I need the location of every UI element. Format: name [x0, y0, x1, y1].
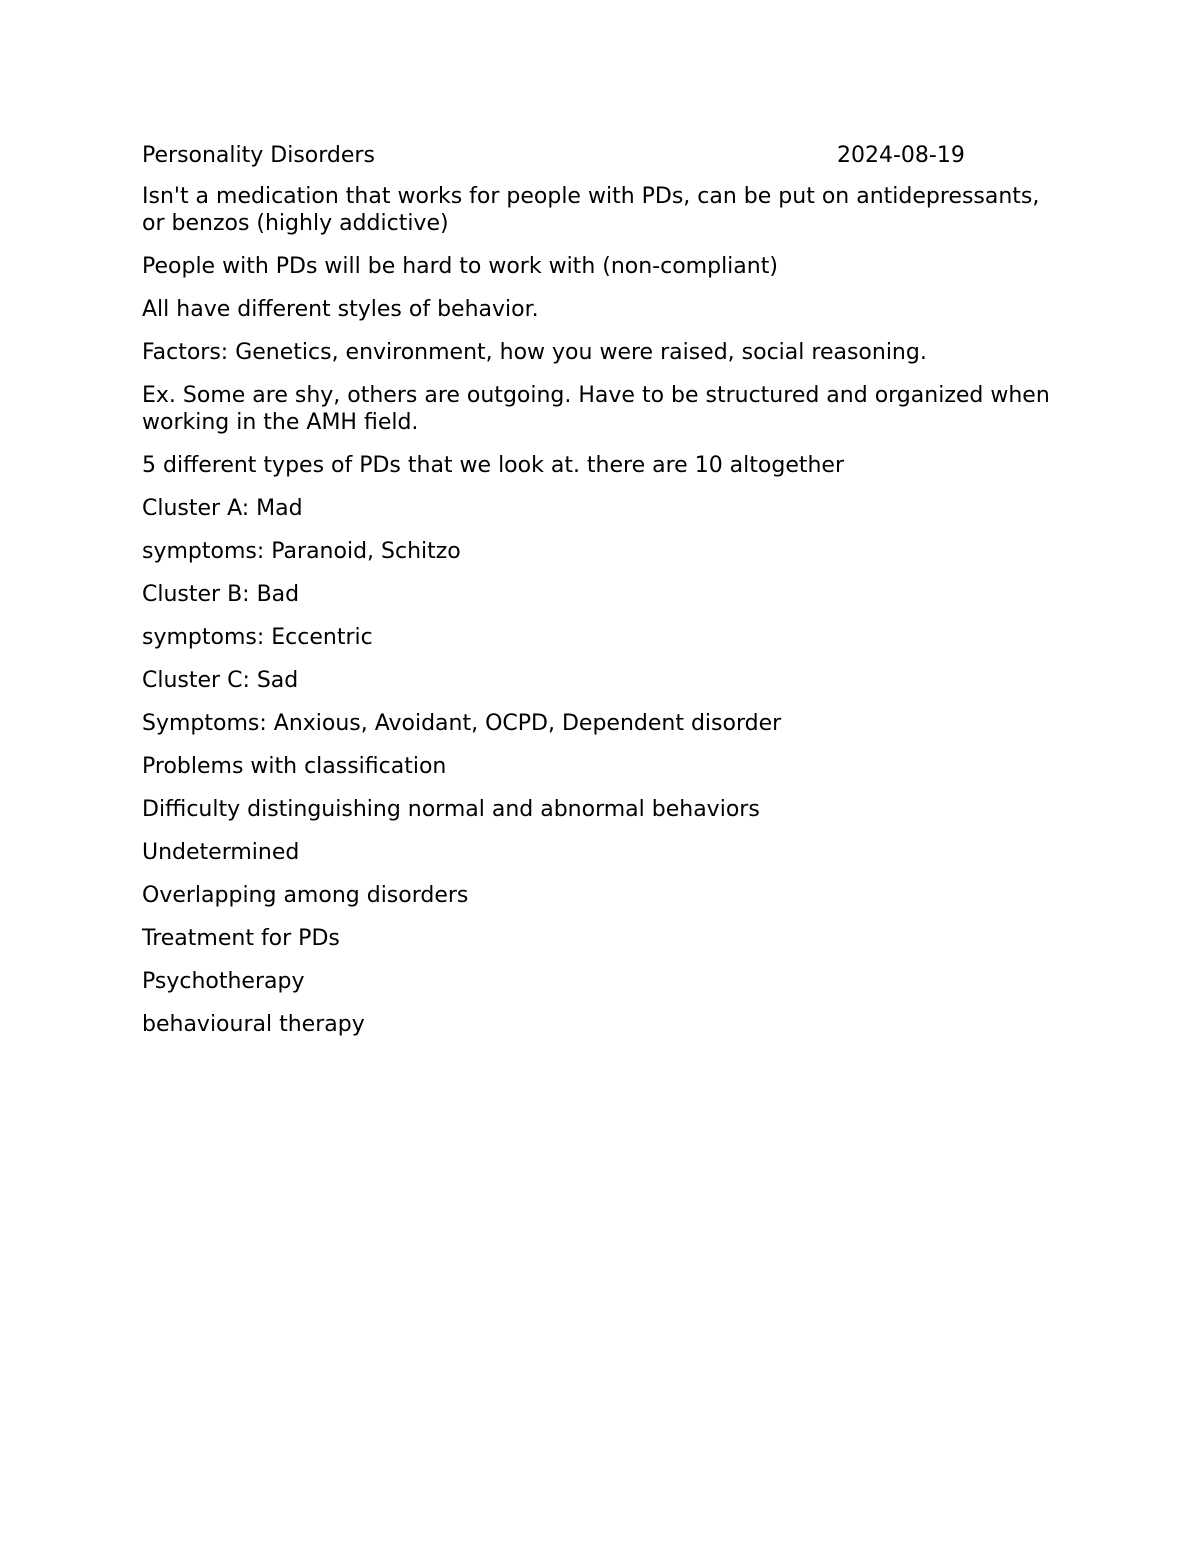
paragraph: Treatment for PDs: [142, 926, 340, 951]
paragraph: 5 different types of PDs that we look at. there are 10 altogether: [142, 453, 845, 478]
paragraph: People with PDs will be hard to work with (non-compliant): [142, 254, 778, 279]
paragraph: Problems with classification: [142, 754, 447, 779]
paragraph: Factors: Genetics, environment, how you were raised, social reasoning.: [142, 340, 927, 365]
paragraph: symptoms: Paranoid, Schitzo: [142, 539, 461, 564]
document-title: Personality Disorders: [142, 143, 375, 168]
paragraph: Cluster C: Sad: [142, 668, 299, 693]
paragraph: Isn't a medication that works for people with PDs, can be put on antidepressants, or benzos (highly addictive): [142, 184, 1040, 236]
document-date: 2024-08-19: [837, 143, 965, 168]
paragraph: Cluster B: Bad: [142, 582, 300, 607]
paragraph: behavioural therapy: [142, 1012, 365, 1037]
paragraph: Symptoms: Anxious, Avoidant, OCPD, Dependent disorder: [142, 711, 782, 736]
document-header: [142, 140, 1042, 172]
paragraph: symptoms: Eccentric: [142, 625, 373, 650]
paragraph: Undetermined: [142, 840, 300, 865]
paragraph: Difficulty distinguishing normal and abnormal behaviors: [142, 797, 760, 822]
paragraph: Ex. Some are shy, others are outgoing. Have to be structured and organized when working in the AMH field.: [142, 383, 1050, 435]
document-body: [142, 183, 1057, 1054]
paragraph: Cluster A: Mad: [142, 496, 303, 521]
paragraph: Psychotherapy: [142, 969, 305, 994]
paragraph: All have different styles of behavior.: [142, 297, 539, 322]
paragraph: Overlapping among disorders: [142, 883, 469, 908]
